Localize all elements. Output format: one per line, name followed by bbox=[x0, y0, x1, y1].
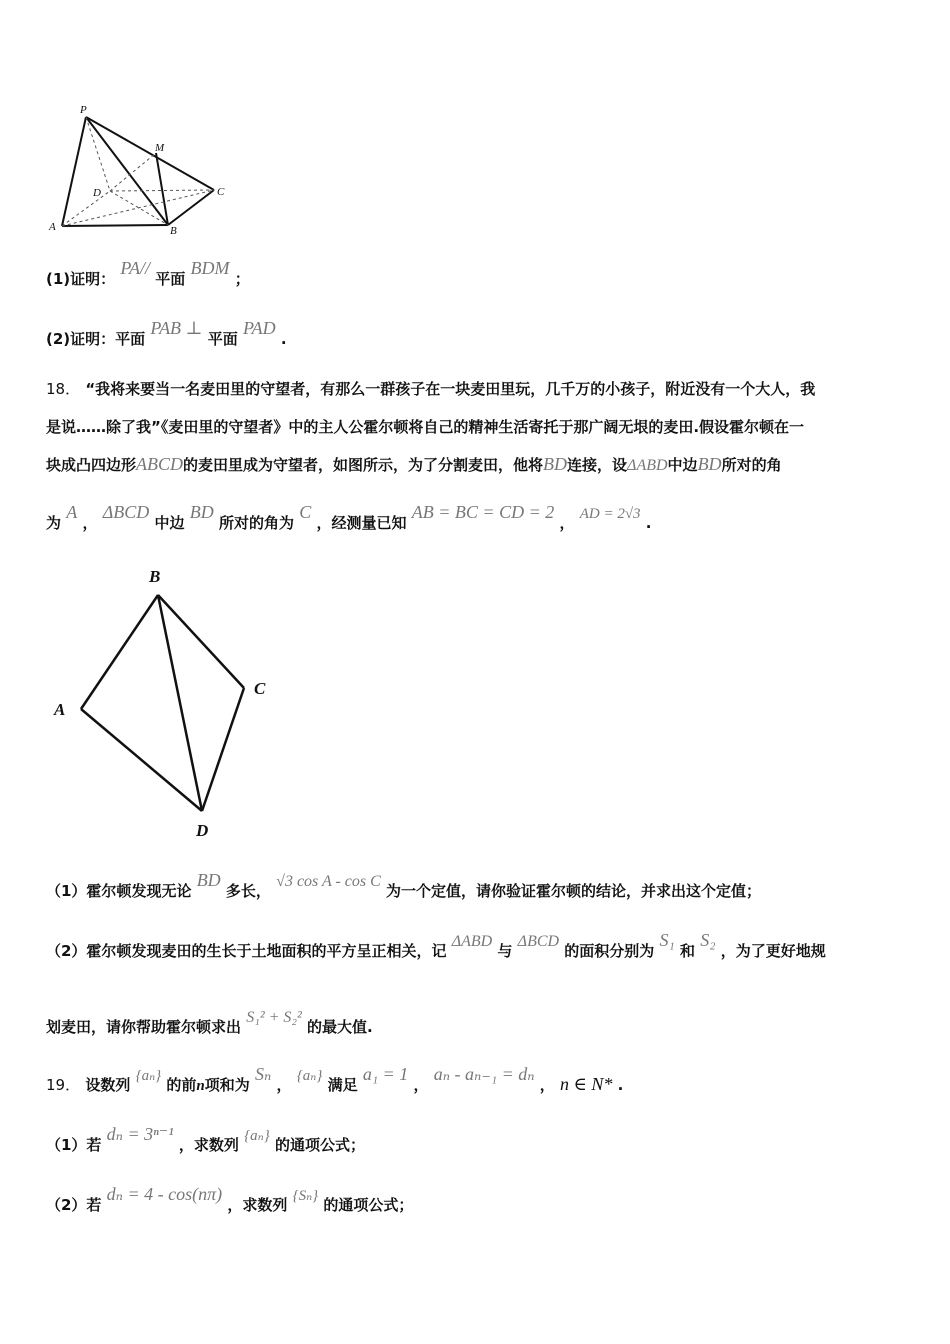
math-BD: BD bbox=[543, 454, 568, 474]
q17-p2-prefix: (2)证明：平面 bbox=[46, 330, 146, 348]
q19-l1-b: 的前 bbox=[166, 1076, 197, 1094]
math-AD-value: AD = 2√3 bbox=[579, 506, 641, 522]
q18-s1-c: 为一个定值，请你验证霍尔顿的结论，并求出这个定值； bbox=[386, 882, 762, 900]
q18-sub1 bbox=[46, 870, 762, 901]
q18-s3-b: 的最大值. bbox=[307, 1018, 373, 1036]
q19-p1-b: ，求数列 bbox=[178, 1136, 239, 1154]
label-P: P bbox=[80, 104, 87, 116]
q19-p2-a: （2）若 bbox=[46, 1196, 102, 1214]
math-PAD: PAD bbox=[242, 318, 276, 338]
q18-s3-a: 划麦田，请你帮助霍尔顿求出 bbox=[46, 1018, 242, 1036]
q18-line4 bbox=[46, 502, 652, 533]
q19-l1-e: 满足 bbox=[327, 1076, 358, 1094]
q17-p1-end: ； bbox=[234, 270, 250, 288]
math-n-in-N: n ∈ N* bbox=[560, 1074, 613, 1094]
q18-s1-a: （1）霍尔顿发现无论 bbox=[46, 882, 192, 900]
math-dn-pow: dₙ = 3ⁿ⁻¹ bbox=[106, 1124, 174, 1144]
q18-l3-d: 中边 bbox=[667, 456, 698, 474]
q18-s1-b: 多长， bbox=[225, 882, 271, 900]
edge-AB bbox=[81, 595, 158, 709]
math-equal-sides: AB = BC = CD = 2 bbox=[411, 502, 555, 522]
q19-p2-c: 的通项公式； bbox=[323, 1196, 414, 1214]
q18-l4-f: ， bbox=[559, 514, 575, 532]
math-a1: a₁ = 1 bbox=[362, 1064, 409, 1084]
q18-line2 bbox=[46, 416, 804, 437]
q18-line1 bbox=[46, 378, 815, 399]
math-dn-cos: dₙ = 4 - cos(nπ) bbox=[106, 1184, 223, 1204]
math-seq-S: {Sₙ} bbox=[292, 1188, 319, 1204]
q18-l3-a: 块成凸四边形 bbox=[46, 456, 137, 474]
math-BD-3: BD bbox=[189, 502, 214, 522]
q19-l1-g: ， bbox=[539, 1076, 555, 1094]
q19-l1-a: 设数列 bbox=[85, 1076, 131, 1094]
label-A: A bbox=[49, 221, 56, 233]
q19-l1-f: ， bbox=[413, 1076, 429, 1094]
q18-l4-b: ， bbox=[82, 514, 98, 532]
math-cos-expression: √3 cos A - cos C bbox=[276, 873, 381, 890]
quadrilateral-figure bbox=[46, 560, 286, 850]
q18-sub2 bbox=[46, 930, 826, 961]
label-A: A bbox=[54, 700, 66, 719]
q18-s2-b: 与 bbox=[497, 942, 513, 960]
label-D: D bbox=[196, 821, 209, 840]
q18-s2-d: 和 bbox=[680, 942, 696, 960]
math-BDM: BDM bbox=[190, 258, 230, 278]
math-ABCD: ABCD bbox=[136, 454, 184, 474]
math-BD-4: BD bbox=[196, 870, 221, 890]
q19-part1 bbox=[46, 1124, 365, 1155]
q18-l3-e: 所对的角 bbox=[721, 456, 782, 474]
math-S1: S₁ bbox=[659, 930, 675, 950]
edge-PA bbox=[62, 117, 86, 226]
math-PAB-perp: PAB ⊥ bbox=[150, 318, 203, 338]
q18-l3-c: 连接，设 bbox=[567, 456, 628, 474]
q18-l3-b: 的麦田里成为守望者，如图所示，为了分割麦田，他将 bbox=[183, 456, 544, 474]
q18-s2-a: （2）霍尔顿发现麦田的生长于土地面积的平方呈正相关，记 bbox=[46, 942, 447, 960]
label-B: B bbox=[149, 567, 161, 586]
math-C: C bbox=[299, 502, 312, 522]
q19-l1-d: ， bbox=[276, 1076, 292, 1094]
q17-p2-text: 平面 bbox=[207, 330, 238, 348]
math-seq-a-2: {aₙ} bbox=[296, 1068, 323, 1084]
q18-l4-e: ，经测量已知 bbox=[316, 514, 407, 532]
math-PA-parallel: PA// bbox=[120, 258, 151, 278]
q19-p1-c: 的通项公式； bbox=[274, 1136, 365, 1154]
label-D: D bbox=[93, 187, 101, 199]
label-C: C bbox=[254, 679, 266, 698]
q18-line3 bbox=[46, 454, 782, 475]
q17-part1 bbox=[46, 258, 250, 289]
q18-s2-c: 的面积分别为 bbox=[564, 942, 655, 960]
q18-number: 18． bbox=[46, 380, 81, 398]
q19-number: 19． bbox=[46, 1076, 81, 1094]
q19-p1-a: （1）若 bbox=[46, 1136, 102, 1154]
math-recurrence: aₙ - aₙ₋₁ = dₙ bbox=[433, 1064, 535, 1084]
q19-stem bbox=[46, 1064, 624, 1095]
math-S2: S₂ bbox=[700, 930, 716, 950]
q17-part2 bbox=[46, 318, 287, 349]
label-B: B bbox=[170, 225, 177, 237]
math-triangle-BCD-2: ΔBCD bbox=[517, 933, 560, 950]
edge-PC bbox=[86, 117, 214, 190]
q18-l4-d: 所对的角为 bbox=[219, 514, 295, 532]
q19-p2-b: ，求数列 bbox=[227, 1196, 288, 1214]
edge-PB bbox=[86, 117, 168, 225]
q17-p1-prefix: (1)证明： bbox=[46, 270, 116, 288]
math-sum-squares: S₁² + S₂² bbox=[246, 1009, 302, 1026]
math-triangle-ABD-2: ΔABD bbox=[451, 933, 493, 950]
q17-p2-end: . bbox=[280, 330, 287, 348]
edge-AB bbox=[62, 225, 168, 226]
q19-l1-h: . bbox=[617, 1076, 624, 1094]
math-seq-a: {aₙ} bbox=[135, 1068, 162, 1084]
q18-text-line2: 是说……除了我”《麦田里的守望者》中的主人公霍尔顿将自己的精神生活寄托于那广阔无垠的麦田.假设霍尔顿在一 bbox=[46, 418, 805, 436]
math-A: A bbox=[66, 502, 78, 522]
label-C: C bbox=[217, 186, 225, 198]
q19-part2 bbox=[46, 1184, 414, 1215]
math-triangle-BCD: ΔBCD bbox=[102, 502, 150, 522]
edge-BC bbox=[158, 595, 244, 688]
q19-n: n bbox=[196, 1078, 205, 1094]
q18-s2-e: ，为了更好地规 bbox=[720, 942, 826, 960]
q18-l4-c: 中边 bbox=[154, 514, 185, 532]
math-triangle-ABD: ΔABD bbox=[627, 457, 668, 474]
q18-text-line1: “我将来要当一名麦田里的守望者，有那么一群孩子在一块麦田里玩，几千万的小孩子，附近没有一个大人，我 bbox=[85, 380, 816, 398]
q19-l1-c: 项和为 bbox=[204, 1076, 250, 1094]
pyramid-figure bbox=[46, 100, 236, 240]
math-seq-a-3: {aₙ} bbox=[244, 1128, 270, 1144]
q18-l4-a: 为 bbox=[46, 514, 62, 532]
label-M: M bbox=[155, 142, 165, 154]
math-Sn: Sₙ bbox=[255, 1064, 272, 1084]
q18-sub2-cont bbox=[46, 1009, 373, 1037]
edge-CD bbox=[202, 688, 244, 811]
math-BD-2: BD bbox=[697, 454, 722, 474]
q17-p1-text: 平面 bbox=[155, 270, 186, 288]
q18-l4-g: . bbox=[645, 514, 652, 532]
